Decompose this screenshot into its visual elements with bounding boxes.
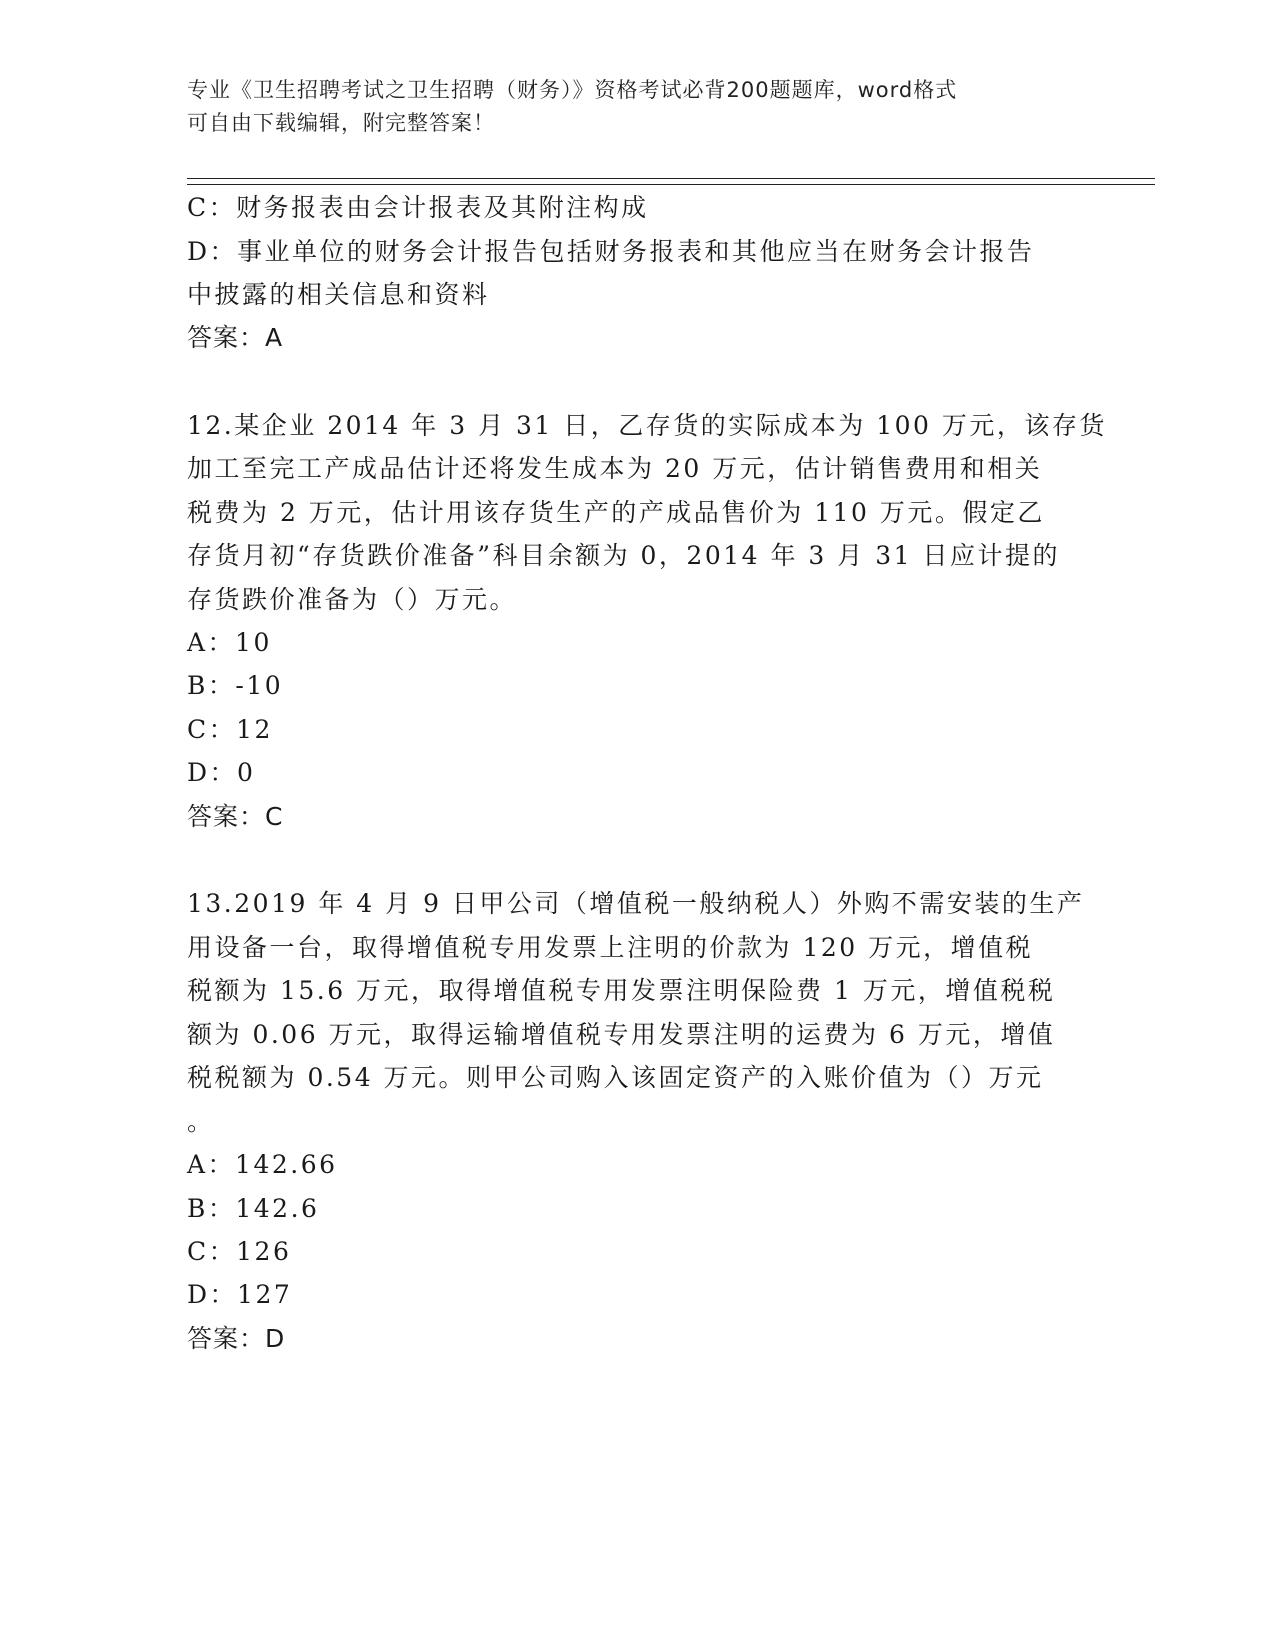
header-line-2: 可自由下载编辑，附完整答案！ xyxy=(187,111,495,135)
q11-option-d-line-2: 中披露的相关信息和资料 xyxy=(187,280,490,309)
header-divider-top xyxy=(187,178,1155,179)
q12-stem-line-1: 12.某企业 2014 年 3 月 31 日，乙存货的实际成本为 100 万元，该存货 xyxy=(187,411,1107,440)
q12-option-d: D：0 xyxy=(187,758,256,787)
q12-option-b: B：-10 xyxy=(187,671,284,700)
q13-option-b: B：142.6 xyxy=(187,1194,320,1223)
q12-answer: 答案：C xyxy=(187,802,284,831)
q13-answer: 答案：D xyxy=(187,1324,286,1353)
q12-stem-line-4: 存货月初“存货跌价准备”科目余额为 0，2014 年 3 月 31 日应计提的 xyxy=(187,541,1060,570)
q13-option-a: A：142.66 xyxy=(187,1150,338,1179)
q13-stem-line-2: 用设备一台，取得增值税专用发票上注明的价款为 120 万元，增值税 xyxy=(187,933,1034,962)
q13-stem-line-3: 税额为 15.6 万元，取得增值税专用发票注明保险费 1 万元，增值税税 xyxy=(187,976,1056,1005)
q12-stem-line-2: 加工至完工产成品估计还将发生成本为 20 万元，估计销售费用和相关 xyxy=(187,454,1043,483)
q13-stem-line-1: 13.2019 年 4 月 9 日甲公司（增值税一般纳税人）外购不需安装的生产 xyxy=(187,889,1085,918)
q12-option-c: C：12 xyxy=(187,715,273,744)
document-header xyxy=(187,74,1067,140)
header-divider-bottom xyxy=(187,184,1155,185)
q12-stem-line-5: 存货跌价准备为（）万元。 xyxy=(187,585,518,614)
q11-answer: 答案：A xyxy=(187,323,284,352)
q13-option-d: D：127 xyxy=(187,1280,293,1309)
header-line-1: 专业《卫生招聘考试之卫生招聘（财务）》资格考试必背200题题库，word格式 xyxy=(187,78,958,102)
q13-stem-line-5: 税税额为 0.54 万元。则甲公司购入该固定资产的入账价值为（）万元 xyxy=(187,1063,1044,1092)
q11-option-d-line-1: D：事业单位的财务会计报告包括财务报表和其他应当在财务会计报告 xyxy=(187,237,1035,266)
q13-stem-line-4: 额为 0.06 万元，取得运输增值税专用发票注明的运费为 6 万元，增值 xyxy=(187,1020,1056,1049)
q13-option-c: C：126 xyxy=(187,1237,292,1266)
q12-option-a: A：10 xyxy=(187,628,272,657)
q12-stem-line-3: 税费为 2 万元，估计用该存货生产的产成品售价为 110 万元。假定乙 xyxy=(187,498,1045,527)
q11-option-c: C：财务报表由会计报表及其附注构成 xyxy=(187,193,649,222)
q13-stem-line-6: 。 xyxy=(187,1107,215,1136)
